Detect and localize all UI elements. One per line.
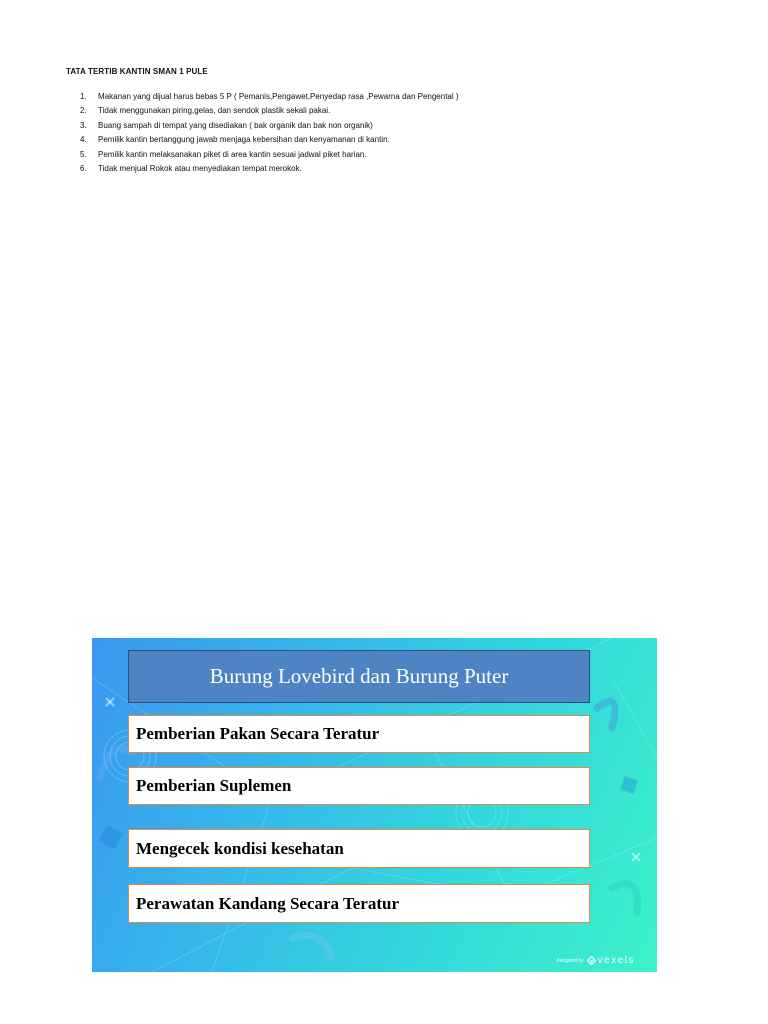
rule-number: 6. (80, 164, 87, 174)
rule-text: Tidak menjual Rokok atau menyediakan tempat merokok. (98, 164, 302, 174)
rule-number: 1. (80, 92, 87, 101)
document-title: TATA TERTIB KANTIN SMAN 1 PULE (66, 67, 208, 76)
rule-item (80, 162, 459, 176)
rule-item (80, 119, 459, 133)
credit-brand: vexels (597, 955, 635, 966)
poster-item-box (128, 767, 590, 805)
rule-text: Pemilik kantin melaksanakan piket di area kantin sesuai jadwal piket harian. (98, 149, 367, 159)
rules-list (80, 90, 459, 176)
poster-item-text: Pemberian Suplemen (136, 776, 292, 795)
rule-item (80, 104, 459, 118)
rule-number: 5. (80, 149, 87, 159)
rule-number: 4. (80, 135, 87, 145)
rule-item (80, 90, 459, 104)
rule-item (80, 148, 459, 162)
rule-text: Makanan yang dijual harus bebas 5 P ( Pemanis,Pengawet,Penyedap rasa ,Pewarna dan Pengental ) (98, 92, 459, 101)
rule-number: 2. (80, 106, 87, 116)
rule-text: Pemilik kantin bertanggung jawab menjaga kebersihan dan kenyamanan di kantin. (98, 135, 390, 145)
poster-slide (92, 638, 657, 972)
credit-prefix: designed by (556, 957, 584, 964)
poster-item-text: Pemberian Pakan Secara Teratur (136, 724, 380, 743)
poster-item-box (128, 884, 590, 923)
poster-item-text: Perawatan Kandang Secara Teratur (136, 893, 400, 913)
vexels-credit (557, 955, 635, 966)
poster-item-text: Mengecek kondisi kesehatan (136, 838, 344, 858)
rule-text: Buang sampah di tempat yang disediakan ( bak organik dan bak non organik) (98, 120, 373, 130)
poster-item-box (128, 829, 590, 868)
poster-title-box (128, 650, 590, 703)
rule-number: 3. (80, 120, 87, 130)
vexels-logo-icon (587, 956, 596, 965)
poster-title: Burung Lovebird dan Burung Puter (209, 664, 509, 688)
rule-item (80, 133, 459, 147)
rule-text: Tidak menggunakan piring,gelas, dan sendok plastik sekali pakai. (98, 106, 331, 116)
poster-item-box (128, 715, 590, 753)
